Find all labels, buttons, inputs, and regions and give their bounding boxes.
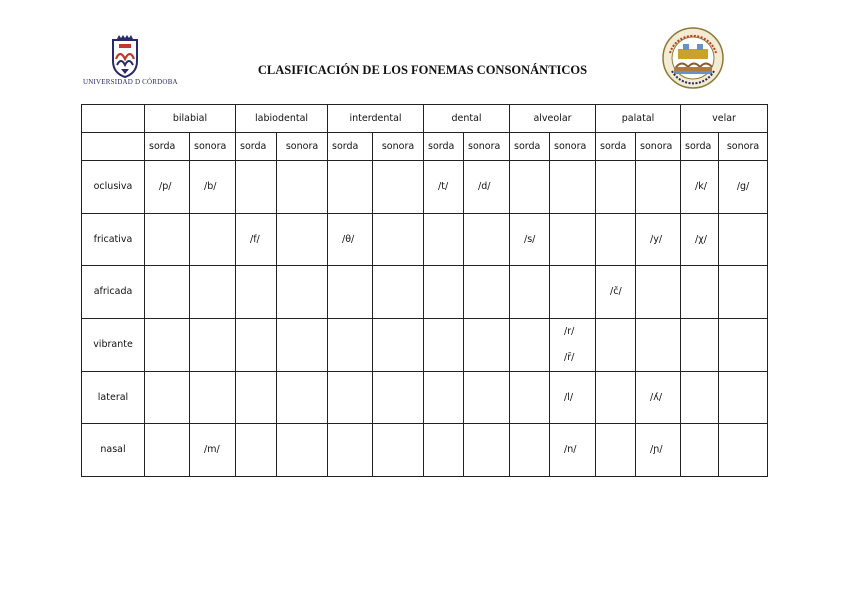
phoneme-cell [277,161,328,214]
voicing-header: sonora [550,133,596,161]
voicing-header: sorda [328,133,373,161]
phoneme-cell [681,266,719,319]
table-row-nasal [82,424,768,477]
phoneme-cell [464,424,510,477]
phoneme-cell [277,371,328,424]
phoneme-cell: /d/ [464,161,510,214]
center-seal-icon [658,27,728,89]
phoneme-cell [328,266,373,319]
place-header-interdental: interdental [328,105,424,133]
voicing-header: sorda [145,133,190,161]
phoneme-cell [719,266,768,319]
phoneme-cell [424,266,464,319]
phoneme-cell [719,424,768,477]
phoneme-cell [236,424,277,477]
university-crest-icon [83,35,167,79]
phoneme-cell [550,161,596,214]
phoneme-cell: /l/ [550,371,596,424]
phoneme-cell [510,424,550,477]
phoneme-cell [464,213,510,266]
place-header-bilabial: bilabial [145,105,236,133]
phoneme-cell [328,424,373,477]
place-header-labiodental: labiodental [236,105,328,133]
phoneme-cell: /t/ [424,161,464,214]
phoneme-cell [719,371,768,424]
phoneme-cell [550,213,596,266]
phoneme-cell [373,213,424,266]
phoneme-cell: /y/ [636,213,681,266]
corner-cell [82,105,145,133]
table-row-africada [82,266,768,319]
phoneme-cell [236,266,277,319]
phoneme-cell: /n/ [550,424,596,477]
voicing-header: sorda [236,133,277,161]
phoneme-cell [596,371,636,424]
phoneme-cell [681,424,719,477]
voicing-header: sonora [277,133,328,161]
row-label-fricativa: fricativa [82,213,145,266]
phoneme-cell: /χ/ [681,213,719,266]
phoneme-cell [328,318,373,371]
logo-left-text: UNIVERSIDAD D CÓRDOBA [83,78,178,86]
phoneme-cell [424,424,464,477]
phoneme-cell [510,318,550,371]
phoneme-cell [464,371,510,424]
place-header-row [82,105,768,133]
phoneme-cell [190,266,236,319]
place-header-dental: dental [424,105,510,133]
phoneme-cell [596,424,636,477]
table-row-fricativa [82,213,768,266]
phoneme-cell [424,318,464,371]
phoneme-cell [464,318,510,371]
voicing-header: sorda [596,133,636,161]
phoneme-cell [190,371,236,424]
voicing-header-row [82,133,768,161]
row-label-lateral: lateral [82,371,145,424]
table-row-oclusiva [82,161,768,214]
phoneme-cell [236,318,277,371]
phoneme-cell: /m/ [190,424,236,477]
phoneme-cell [277,318,328,371]
phoneme-cell: /θ/ [328,213,373,266]
phoneme-cell [719,318,768,371]
voicing-header: sonora [190,133,236,161]
phoneme-cell: /b/ [190,161,236,214]
phoneme-cell [277,424,328,477]
phoneme-cell [636,266,681,319]
phoneme-cell [424,371,464,424]
university-logo [83,35,178,89]
row-label-oclusiva: oclusiva [82,161,145,214]
phoneme-cell [550,266,596,319]
phoneme-cell [373,266,424,319]
phoneme-cell [510,266,550,319]
phoneme-cell [277,213,328,266]
phoneme-cell [328,161,373,214]
phoneme-table [81,104,768,477]
phoneme-cell [190,213,236,266]
phoneme-cell: /s/ [510,213,550,266]
table-row-vibrante [82,318,768,371]
phoneme-cell [236,161,277,214]
phoneme-cell [464,266,510,319]
phoneme-cell: /g/ [719,161,768,214]
phoneme-cell [145,371,190,424]
blank-cell [82,133,145,161]
phoneme-cell [636,318,681,371]
voicing-header: sorda [681,133,719,161]
phoneme-cell [596,161,636,214]
place-header-velar: velar [681,105,768,133]
phoneme-cell: /ɲ/ [636,424,681,477]
phoneme-cell [681,371,719,424]
center-logo [658,27,728,89]
phoneme-cell [145,213,190,266]
phoneme-cell: /č/ [596,266,636,319]
phoneme-cell: /k/ [681,161,719,214]
phoneme-vibrante-simple: /r/ [564,325,575,337]
phoneme-cell [719,213,768,266]
phoneme-cell [596,213,636,266]
phoneme-cell [636,161,681,214]
phoneme-cell [145,424,190,477]
phoneme-cell [373,318,424,371]
phoneme-cell [145,318,190,371]
phoneme-cell: /p/ [145,161,190,214]
voicing-header: sonora [636,133,681,161]
voicing-header: sonora [464,133,510,161]
row-label-africada: africada [82,266,145,319]
voicing-header: sorda [424,133,464,161]
phoneme-cell [510,161,550,214]
phoneme-cell [328,371,373,424]
phoneme-cell-stack [550,318,596,371]
phoneme-cell [510,371,550,424]
phoneme-cell [277,266,328,319]
phoneme-cell [596,318,636,371]
row-label-vibrante: vibrante [82,318,145,371]
page-title: CLASIFICACIÓN DE LOS FONEMAS CONSONÁNTICOS [257,63,588,77]
phoneme-cell [373,161,424,214]
phoneme-cell [190,318,236,371]
voicing-header: sorda [510,133,550,161]
phoneme-cell [373,424,424,477]
phoneme-cell [373,371,424,424]
phoneme-cell [236,371,277,424]
place-header-alveolar: alveolar [510,105,596,133]
phoneme-cell [145,266,190,319]
row-label-nasal: nasal [82,424,145,477]
voicing-header: sonora [719,133,768,161]
phoneme-vibrante-multiple: /r̄/ [564,351,575,363]
phoneme-cell: /f/ [236,213,277,266]
phoneme-cell: /ʎ/ [636,371,681,424]
table-row-lateral [82,371,768,424]
place-header-palatal: palatal [596,105,681,133]
phoneme-cell [424,213,464,266]
voicing-header: sonora [373,133,424,161]
phoneme-cell [681,318,719,371]
